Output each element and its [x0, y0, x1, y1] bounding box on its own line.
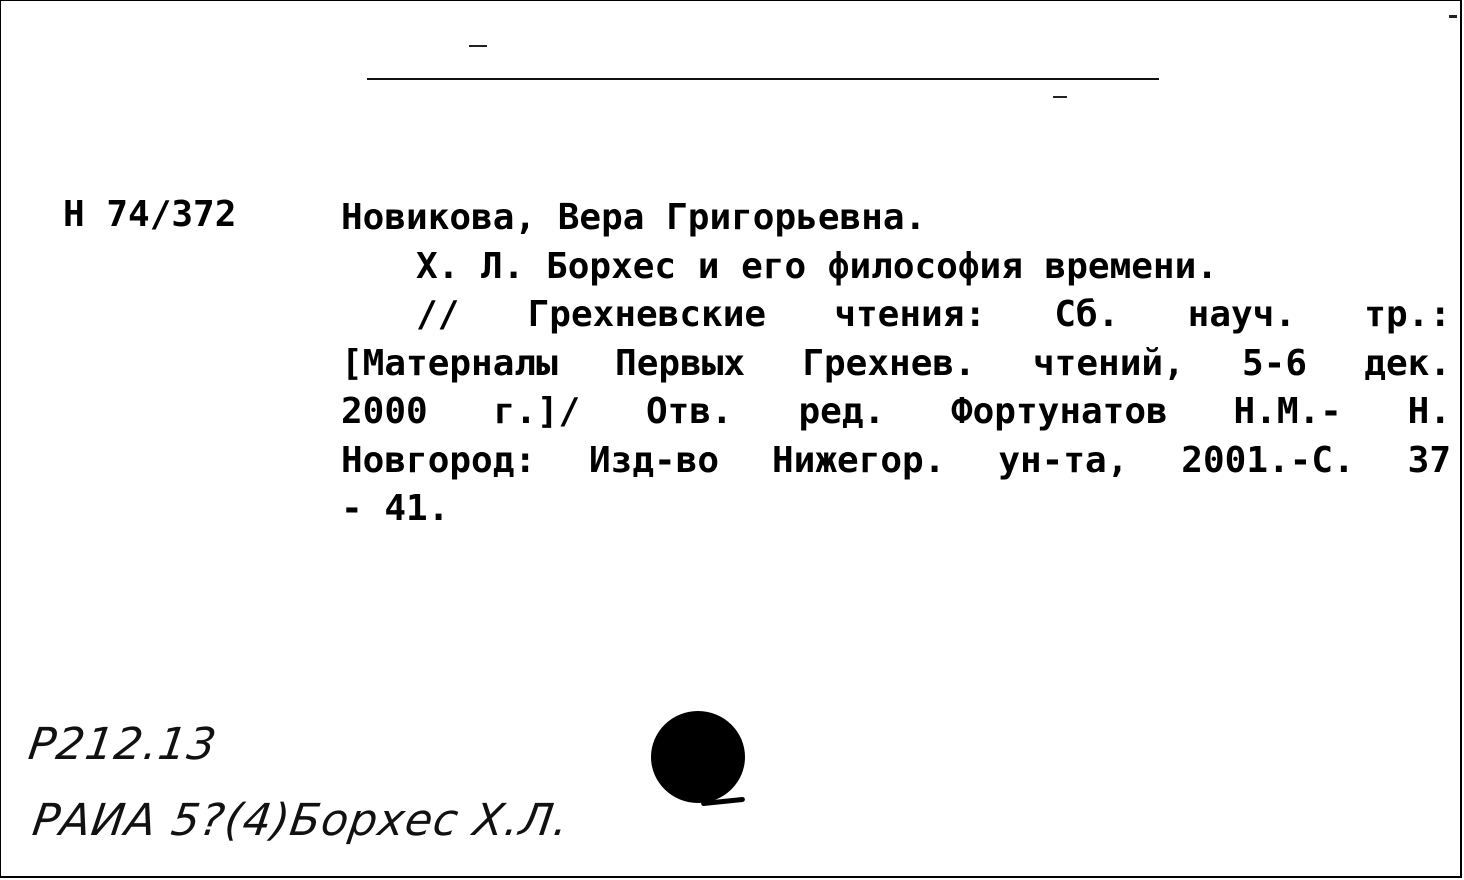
handwritten-classification-2: РАИА 5?(4)Борхес Х.Л.: [29, 795, 573, 846]
source-line-4: Новгород: Изд-во Нижегор. ун-та, 2001.-С. 37: [341, 439, 1451, 481]
source-line-2: [Матерналы Первых Грехнев. чтений, 5-6 дек.: [341, 342, 1451, 384]
punch-hole: [651, 711, 745, 803]
pages-line: - 41.: [341, 488, 450, 529]
speck: [469, 45, 487, 47]
handwritten-classification-1: Р212.13: [25, 719, 221, 770]
speck: [1053, 96, 1067, 98]
source-line-3: 2000 г.]/ Отв. ред. Фортунатов Н.М.- Н.: [341, 391, 1451, 432]
author-line: Новикова, Вера Григорьевна.: [341, 197, 927, 238]
top-rule: [367, 78, 1159, 80]
source-line-1: // Грехневские чтения: Сб. науч. тр.:: [416, 294, 1451, 335]
call-number: Н 74/372: [63, 194, 237, 235]
bibliographic-entry: [341, 194, 1451, 534]
speck: [1449, 15, 1457, 18]
title-line: Х. Л. Борхес и его философия времени.: [416, 245, 1218, 287]
